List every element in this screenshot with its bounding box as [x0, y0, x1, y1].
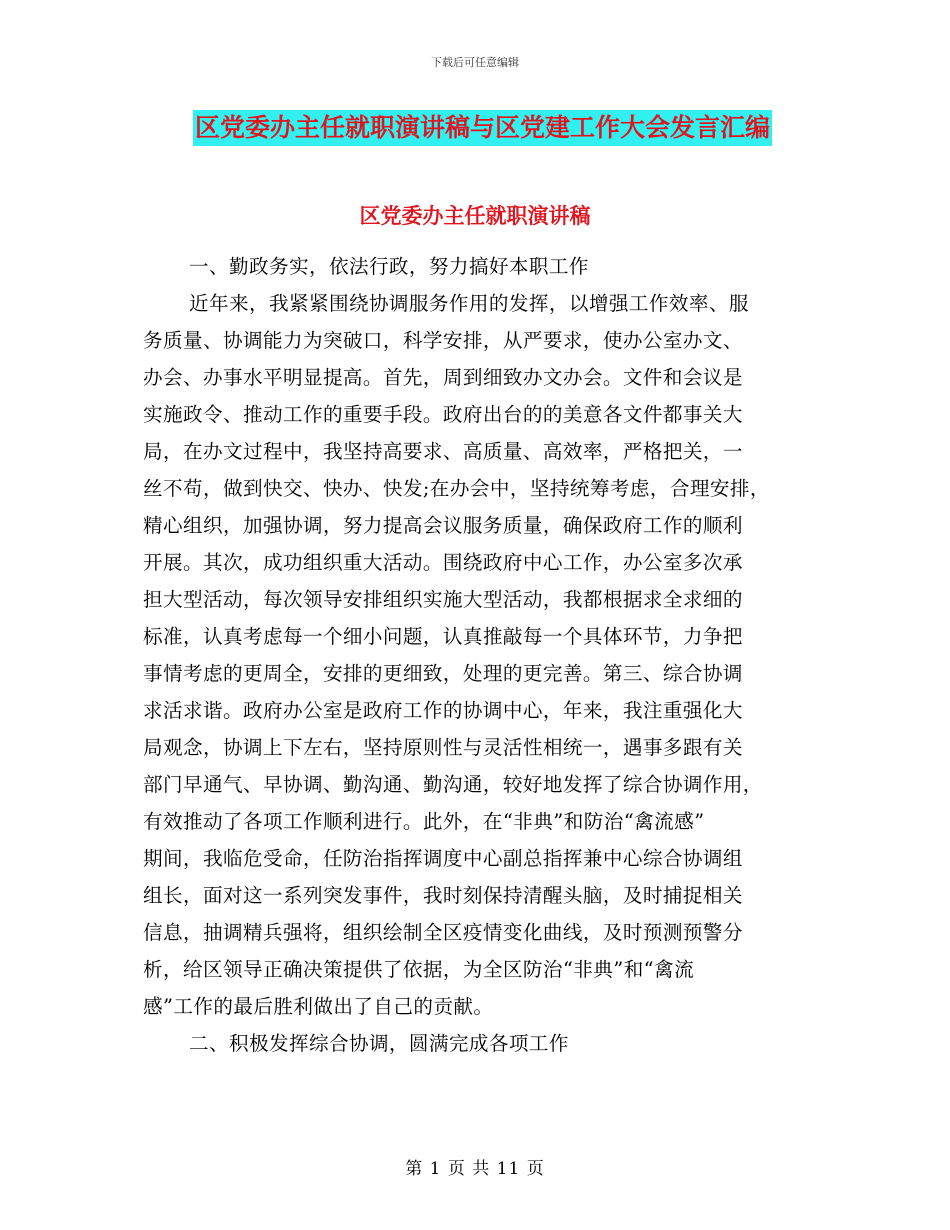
heading-1: 一、勤政务实，依法行政，努力搞好本职工作: [189, 255, 589, 278]
body-text: [143, 248, 811, 1062]
paragraph-line: 丝不苟，做到快交、快办、快发;在办会中，坚持统筹考虑，合理安排，: [143, 477, 770, 500]
paragraph-line: 期间，我临危受命，任防治指挥调度中心副总指挥兼中心综合协调组: [143, 847, 743, 870]
paragraph-line: 局观念，协调上下左右，坚持原则性与灵活性相统一，遇事多跟有关: [143, 736, 743, 759]
paragraph-line: 求活求谐。政府办公室是政府工作的协调中心，年来，我注重强化大: [143, 699, 743, 722]
header-note: 下载后可任意编辑: [431, 56, 519, 69]
paragraph-line: 感”工作的最后胜利做出了自己的贡献。: [143, 995, 494, 1018]
paragraph-line: 析，给区领导正确决策提供了依据，为全区防治“非典”和“禽流: [143, 958, 695, 981]
paragraph-line: 务质量、协调能力为突破口，科学安排，从严要求，使办公室办文、: [143, 329, 743, 352]
paragraph-line: 局，在办文过程中，我坚持高要求、高质量、高效率，严格把关，一: [143, 440, 743, 463]
paragraph-line: 标准，认真考虑每一个细小问题，认真推敲每一个具体环节，力争把: [143, 625, 743, 648]
paragraph-line: 近年来，我紧紧围绕协调服务作用的发挥，以增强工作效率、服: [189, 292, 749, 315]
paragraph-line: 担大型活动，每次领导安排组织实施大型活动，我都根据求全求细的: [143, 588, 743, 611]
section-title: 区党委办主任就职演讲稿: [359, 204, 591, 228]
paragraph-line: 实施政令、推动工作的重要手段。政府出台的的美意各文件都事关大: [143, 403, 743, 426]
document-title: 区党委办主任就职演讲稿与区党建工作大会发言汇编: [193, 110, 772, 146]
paragraph-line: 事情考虑的更周全，安排的更细致，处理的更完善。第三、综合协调: [143, 662, 743, 685]
paragraph-line: 办会、办事水平明显提高。首先，周到细致办文办会。文件和会议是: [143, 366, 743, 389]
paragraph-line: 精心组织，加强协调，努力提高会议服务质量，确保政府工作的顺利: [143, 514, 743, 537]
paragraph-line: 开展。其次，成功组织重大活动。围绕政府中心工作，办公室多次承: [143, 551, 743, 574]
paragraph-line: 信息，抽调精兵强将，组织绘制全区疫情变化曲线，及时预测预警分: [143, 921, 743, 944]
paragraph-line: 有效推动了各项工作顺利进行。此外，在“非典”和防治“禽流感”: [143, 810, 705, 833]
heading-2: 二、积极发挥综合协调，圆满完成各项工作: [189, 1032, 569, 1055]
paragraph-line: 部门早通气、早协调、勤沟通、勤沟通，较好地发挥了综合协调作用，: [143, 773, 763, 796]
paragraph-line: 组长，面对这一系列突发事件，我时刻保持清醒头脑，及时捕捉相关: [143, 884, 743, 907]
page-footer: 第 1 页 共 11 页: [405, 1159, 545, 1179]
